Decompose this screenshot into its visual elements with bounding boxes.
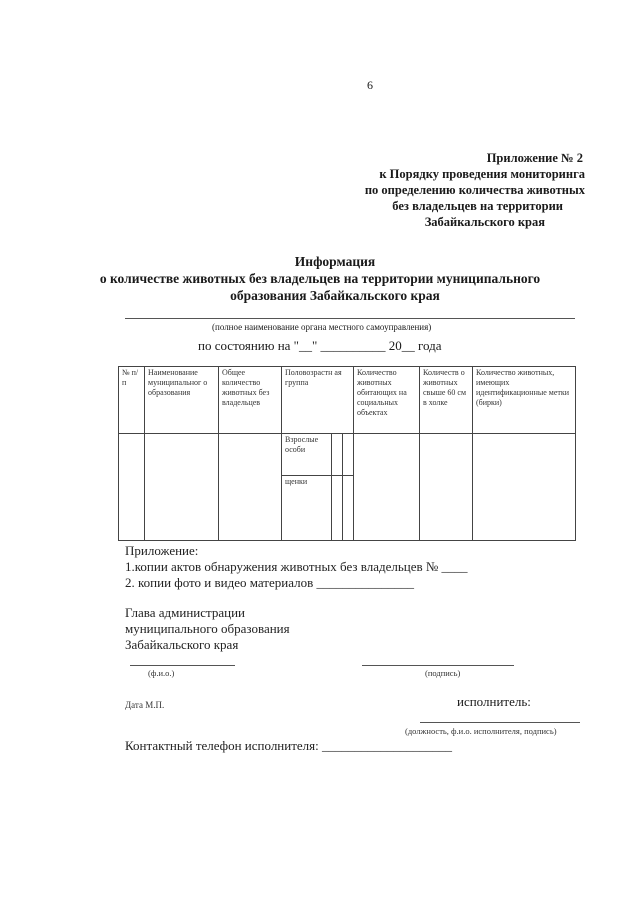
date-stamp: Дата М.П.: [125, 700, 165, 710]
head-title-line: Забайкальского края: [125, 637, 239, 652]
table-cell: [119, 434, 145, 541]
signature-caption: (подпись): [425, 668, 461, 678]
table-header-row: [119, 367, 576, 434]
appendix-line: по определению количества животных: [364, 183, 585, 197]
table-cell: [331, 476, 342, 541]
appendix-line: Приложение № 2: [486, 151, 583, 165]
head-title-line: Глава администрации: [125, 605, 246, 620]
executor-caption: (должность, ф.и.о. исполнителя, подпись): [405, 726, 557, 736]
executor-label: исполнитель:: [457, 694, 531, 709]
document-title: [0, 253, 640, 304]
attachment-item: 1.копии актов обнаружения животных без владельцев № ____: [125, 559, 468, 574]
table-cell: [342, 476, 353, 541]
header-cell: Общее количество животных без владельцев: [219, 367, 282, 434]
table-cell: [420, 434, 473, 541]
attachment-item: 2. копии фото и видео материалов _______________: [125, 575, 414, 590]
appendix-line: к Порядку проведения мониторинга: [379, 167, 585, 181]
fio-caption: (ф.и.о.): [148, 668, 175, 678]
table-row: [119, 434, 576, 476]
appendix-line: без владельцев на территории: [392, 199, 563, 213]
header-cell: Количество животных обитающих на социальных объектах: [354, 367, 420, 434]
table-cell: [145, 434, 219, 541]
table-cell: [219, 434, 282, 541]
title-line: образования Забайкальского края: [230, 288, 440, 303]
header-cell: Количество животных, имеющих идентификационные метки (бирки): [473, 367, 576, 434]
appendix-line: Забайкальского края: [424, 215, 545, 229]
appendix-header: [325, 150, 585, 230]
as-of-date: по состоянию на "__" __________ 20__ года: [198, 338, 442, 353]
fio-line: [130, 665, 235, 666]
head-title-line: муниципального образования: [125, 621, 290, 636]
header-cell: Наименование муниципальног о образования: [145, 367, 219, 434]
contact-phone: Контактный телефон исполнителя: ____________________: [125, 738, 453, 753]
header-cell: Половозрастн ая группа: [282, 367, 354, 434]
title-line: о количестве животных без владельцев на территории муниципального: [99, 271, 541, 286]
attachments-title: Приложение:: [125, 543, 199, 558]
executor-line: [420, 722, 580, 723]
group-cell: Взрослые особи: [282, 434, 332, 476]
table-cell: [342, 434, 353, 476]
signature-line: [362, 665, 514, 666]
data-table: [118, 366, 576, 541]
org-caption: (полное наименование органа местного самоуправления): [212, 322, 432, 332]
table-cell: [354, 434, 420, 541]
org-name-line: [125, 318, 575, 319]
table-cell: [331, 434, 342, 476]
header-cell: № п/п: [119, 367, 145, 434]
table-cell: [473, 434, 576, 541]
header-cell: Количеств о животных свыше 60 см в холке: [420, 367, 473, 434]
page-number: 6: [367, 78, 373, 92]
title-line: Информация: [294, 254, 376, 269]
group-cell: щенки: [282, 476, 332, 541]
